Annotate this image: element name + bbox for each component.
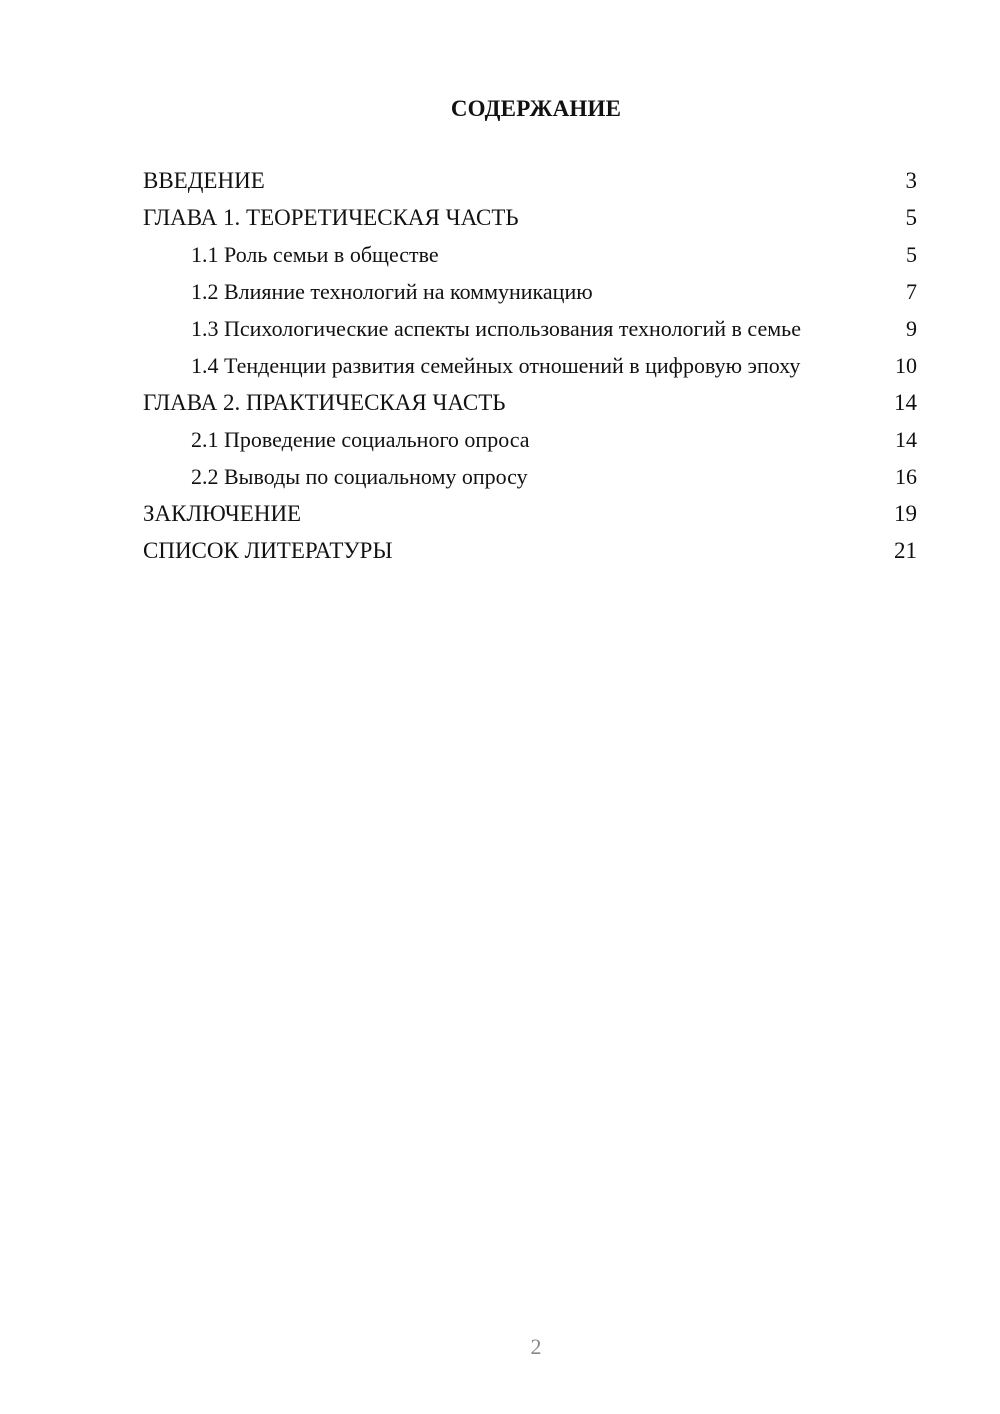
toc-entry-page: 19 [894,501,917,526]
toc-entry[interactable] [143,353,917,379]
toc-entry-text: СПИСОК ЛИТЕРАТУРЫ [143,538,393,563]
toc-entry-page: 5 [905,205,917,230]
toc-entry-text: 1.3 Психологические аспекты использования технологий в семье [191,316,801,341]
toc-entry[interactable] [143,538,917,564]
toc-entry[interactable] [143,316,917,342]
toc-entry-page: 3 [905,168,917,193]
toc-entry-text: 1.4 Тенденции развития семейных отношений в цифровую эпоху [191,353,801,378]
toc-entry-text: 1.2 Влияние технологий на коммуникацию [191,279,593,304]
toc-entry[interactable] [143,464,917,490]
toc-entry[interactable] [143,390,917,416]
toc-entry-text: ГЛАВА 2. ПРАКТИЧЕСКАЯ ЧАСТЬ [143,390,506,415]
toc-entry-text: ГЛАВА 1. ТЕОРЕТИЧЕСКАЯ ЧАСТЬ [143,205,519,230]
toc-entry-page: 14 [894,390,917,415]
toc-entry[interactable] [143,427,917,453]
toc-entry-page: 21 [894,538,917,563]
toc-entry-page: 14 [895,427,917,452]
toc-entry[interactable] [143,168,917,194]
toc-entry-page: 9 [906,316,917,341]
toc-title: СОДЕРЖАНИЕ [450,96,622,121]
toc-entry-text: ВВЕДЕНИЕ [143,168,265,193]
toc-entry[interactable] [143,279,917,305]
toc-entry-text: 2.1 Проведение социального опроса [191,427,530,452]
toc-entry-page: 7 [906,279,917,304]
toc-entry-page: 5 [906,242,917,267]
toc-entry-text: 1.1 Роль семьи в обществе [191,242,439,267]
toc-entry[interactable] [143,242,917,268]
table-of-contents [143,168,917,575]
toc-entry-text: ЗАКЛЮЧЕНИЕ [143,501,302,526]
toc-entry-page: 16 [895,464,917,489]
toc-entry[interactable] [143,501,917,527]
toc-entry-text: 2.2 Выводы по социальному опросу [191,464,528,489]
page-number: 2 [530,1334,542,1359]
toc-entry[interactable] [143,205,917,231]
toc-entry-page: 10 [895,353,917,378]
